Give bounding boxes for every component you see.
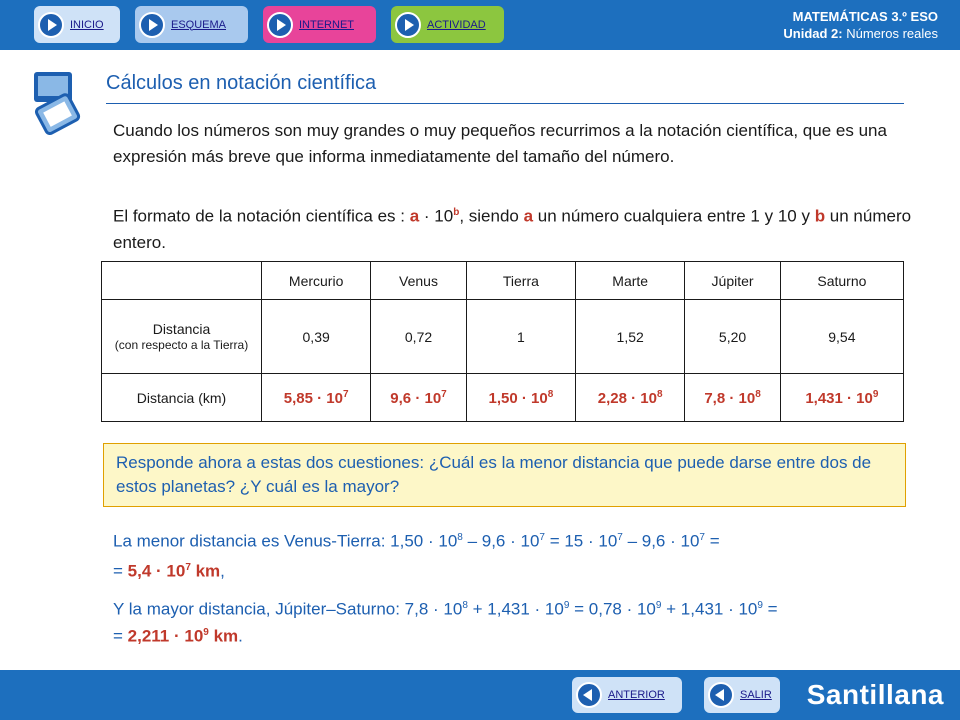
answer-max-result [113, 620, 243, 650]
title-divider [106, 103, 904, 104]
answer-exponent: 9 [757, 600, 763, 611]
nav-inicio-label: INICIO [70, 18, 104, 31]
table-header-row [102, 262, 904, 300]
answer-text: Y la mayor distancia, Júpiter–Saturno: 7,8 · 10 [113, 599, 463, 619]
format-a2: a [523, 206, 534, 226]
answer-text: = [704, 531, 720, 551]
answer-min-line [113, 525, 720, 555]
format-mid1: , siendo [459, 206, 524, 226]
salir-button[interactable] [704, 677, 780, 713]
table-header-cell: Júpiter [685, 262, 780, 300]
nav-internet-label: INTERNET [299, 18, 354, 31]
format-b2: b [814, 206, 826, 226]
answer-result-exponent: 9 [203, 627, 209, 638]
row1-sublabel: (con respecto a la Tierra) [114, 337, 249, 352]
table-cell: 0,72 [371, 300, 466, 374]
km-mantissa: 1,431 · 10 [805, 389, 873, 407]
table-cell [371, 374, 466, 422]
format-suffix: un número entero. [113, 206, 912, 252]
nav-actividad-button[interactable] [391, 6, 504, 43]
format-mid2: un número cualquiera entre 1 y 10 y [533, 206, 815, 226]
answer-result: 5,4 · 10 [127, 561, 186, 581]
km-exponent: 7 [342, 388, 349, 400]
row-label-distancia [102, 300, 262, 374]
answer-text: – 9,6 · 10 [462, 531, 540, 551]
intro-paragraph: Cuando los números son muy grandes o muy pequeños recurrimos a la notación científica, que es una expresión más breve que informa inmediatamente del tamaño del número. [113, 121, 887, 166]
salir-label: SALIR [740, 689, 772, 701]
answer-exponent: 9 [563, 600, 570, 611]
km-exponent: 9 [872, 388, 879, 400]
km-exponent: 8 [547, 388, 554, 400]
table-header-cell: Mercurio [262, 262, 371, 300]
km-mantissa: 1,50 · 10 [488, 389, 548, 407]
answer-max-line [113, 593, 778, 623]
row1-label: Distancia [152, 320, 211, 337]
answer-result-unit: km [190, 561, 221, 581]
table-cell [262, 374, 371, 422]
page-title: Cálculos en notación científica [106, 72, 377, 94]
format-prefix: El formato de la notación científica es : [113, 206, 410, 226]
table-header-cell: Marte [576, 262, 685, 300]
monitor-decoration-icon [28, 70, 88, 140]
planets-table [101, 261, 904, 422]
answer-text: = [113, 626, 128, 646]
table-cell: 1,52 [576, 300, 685, 374]
format-paragraph [113, 200, 913, 256]
nav-esquema-button[interactable] [135, 6, 248, 43]
format-a: a [409, 206, 420, 226]
play-icon [139, 12, 165, 38]
answer-text: . [238, 626, 243, 646]
answer-exponent: 8 [457, 532, 463, 543]
answer-text: = 0,78 · 10 [569, 599, 656, 619]
answer-exponent: 7 [699, 532, 705, 543]
table-cell [466, 374, 575, 422]
answer-text: + 1,431 · 10 [661, 599, 758, 619]
back-arrow-icon [708, 682, 734, 708]
answer-text: , [220, 561, 225, 581]
table-cell: 5,20 [685, 300, 780, 374]
course-name: MATEMÁTICAS 3.º ESO [792, 9, 938, 24]
answer-text: + 1,431 · 10 [467, 599, 564, 619]
play-icon [267, 12, 293, 38]
table-cell: 0,39 [262, 300, 371, 374]
table-header-cell: Saturno [780, 262, 903, 300]
row2-label: Distancia (km) [102, 374, 262, 422]
play-icon [38, 12, 64, 38]
nav-internet-button[interactable] [263, 6, 376, 43]
answer-text: – 9,6 · 10 [622, 531, 700, 551]
km-exponent: 8 [755, 388, 761, 400]
table-cell: 1 [466, 300, 575, 374]
brand-logo: Santillana [806, 679, 944, 710]
answer-result: 2,211 · 10 [127, 626, 204, 646]
answer-exponent: 8 [462, 600, 468, 611]
answer-text: La menor distancia es Venus-Tierra: 1,50 · 10 [113, 531, 458, 551]
km-mantissa: 7,8 · 10 [704, 389, 756, 407]
answer-exponent: 7 [539, 532, 545, 543]
table-cell [780, 374, 903, 422]
km-exponent: 8 [657, 388, 663, 400]
table-cell [685, 374, 780, 422]
table-corner-cell [102, 262, 262, 300]
course-info [783, 8, 938, 42]
answer-exponent: 9 [655, 600, 662, 611]
km-mantissa: 9,6 · 10 [390, 389, 442, 407]
table-header-cell: Tierra [466, 262, 575, 300]
table-cell: 9,54 [780, 300, 903, 374]
unit-label: Unidad 2: [783, 26, 843, 41]
answer-exponent: 7 [617, 532, 623, 543]
table-cell [576, 374, 685, 422]
table-row [102, 374, 904, 422]
answer-min-result [113, 555, 225, 585]
answer-result-unit: km [208, 626, 239, 646]
nav-inicio-button[interactable] [34, 6, 120, 43]
anterior-button[interactable] [572, 677, 682, 713]
nav-actividad-label: ACTIVIDAD [427, 18, 486, 31]
anterior-label: ANTERIOR [608, 689, 665, 701]
km-mantissa: 2,28 · 10 [597, 389, 657, 407]
table-row [102, 300, 904, 374]
answer-text: = 15 · 10 [544, 531, 618, 551]
play-icon [395, 12, 421, 38]
answer-result-exponent: 7 [185, 562, 191, 573]
km-exponent: 7 [441, 388, 447, 400]
unit-name: Números reales [842, 26, 938, 41]
table-header-cell: Venus [371, 262, 466, 300]
nav-esquema-label: ESQUEMA [171, 18, 227, 31]
format-b-exponent: b [453, 207, 460, 218]
question-box: Responde ahora a estas dos cuestiones: ¿Cuál es la menor distancia que puede darse entre dos de estos planetas? ¿Y cuál es la mayor? [103, 443, 906, 507]
km-mantissa: 5,85 · 10 [283, 389, 343, 407]
format-dot-ten: · 10 [419, 206, 454, 226]
answer-text: = [762, 599, 778, 619]
answer-text: = [113, 561, 128, 581]
back-arrow-icon [576, 682, 602, 708]
